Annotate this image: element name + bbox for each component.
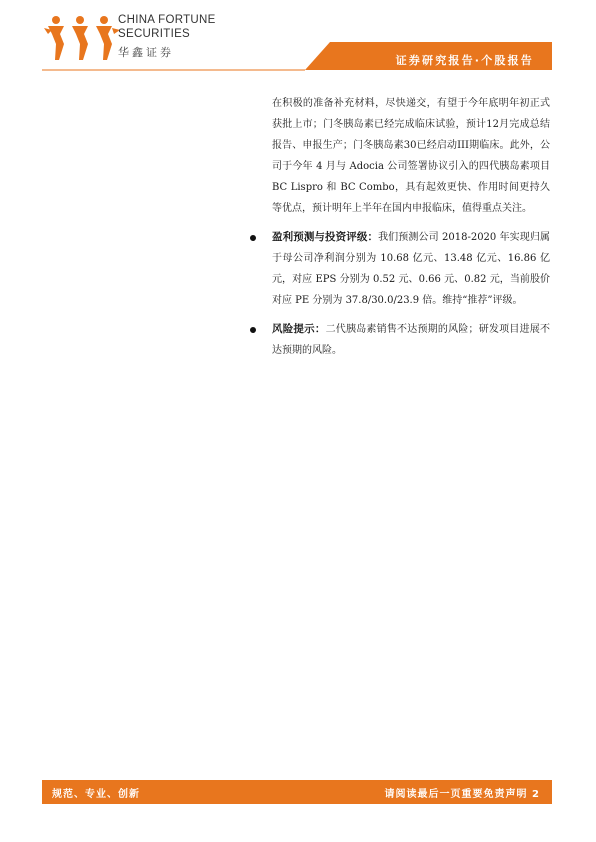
bullet-text: 二代胰岛素销售不达预期的风险；研发项目进展不达预期的风险。 [272,324,551,356]
footer-slogan: 规范、专业、创新 [52,789,140,800]
footer-disclaimer-note: 请阅读最后一页重要免责声明 2 [384,789,540,800]
bullet-risk-warning [272,319,550,361]
main-content [272,93,550,361]
continuation-paragraph: 在积极的准备补充材料，尽快递交，有望于今年底明年初正式获批上市；门冬胰岛素已经完成临床试验，预计12月完成总结报告、申报生产；门冬胰岛素30已经启动III期临床。此外，公司于今年 4 月与 Adocia 公司签署协议引入的四代胰岛素项目 BC Lispro 和 BC Combo，具有起效更快、作用时间更持久等优点，预计明年上半年在国内申报临床，值得重点关注。 [272,98,550,214]
bullet-earnings-forecast [272,227,550,311]
footer-bar [42,780,552,804]
brand-name-en [118,13,216,41]
brand-name-cn: 华鑫证券 [118,46,174,59]
company-logo [42,14,122,66]
brand-name-en-line2: SECURITIES [118,28,191,40]
bullet-paragraph [272,227,550,311]
report-type-tag: 证券研究报告·个股报告 [395,54,534,67]
bullet-lead: 风险提示： [272,323,326,335]
bullet-dot [250,327,256,333]
bullet-paragraph [272,319,550,361]
bullet-dot [250,235,256,241]
bullet-lead: 盈利预测与投资评级： [272,231,379,243]
brand-name-en-line1: CHINA FORTUNE [118,14,216,26]
bullet-text: 我们预测公司 2018-2020 年实现归属于母公司净利润分别为 10.68 亿元、13.48 亿元、16.86 亿元，对应 EPS 分别为 0.52 元、0.66 元、0.82 元，当前股价对应 PE 分别为 37.8/30.0/23.9 倍。维持“推荐”评级。 [272,232,550,306]
